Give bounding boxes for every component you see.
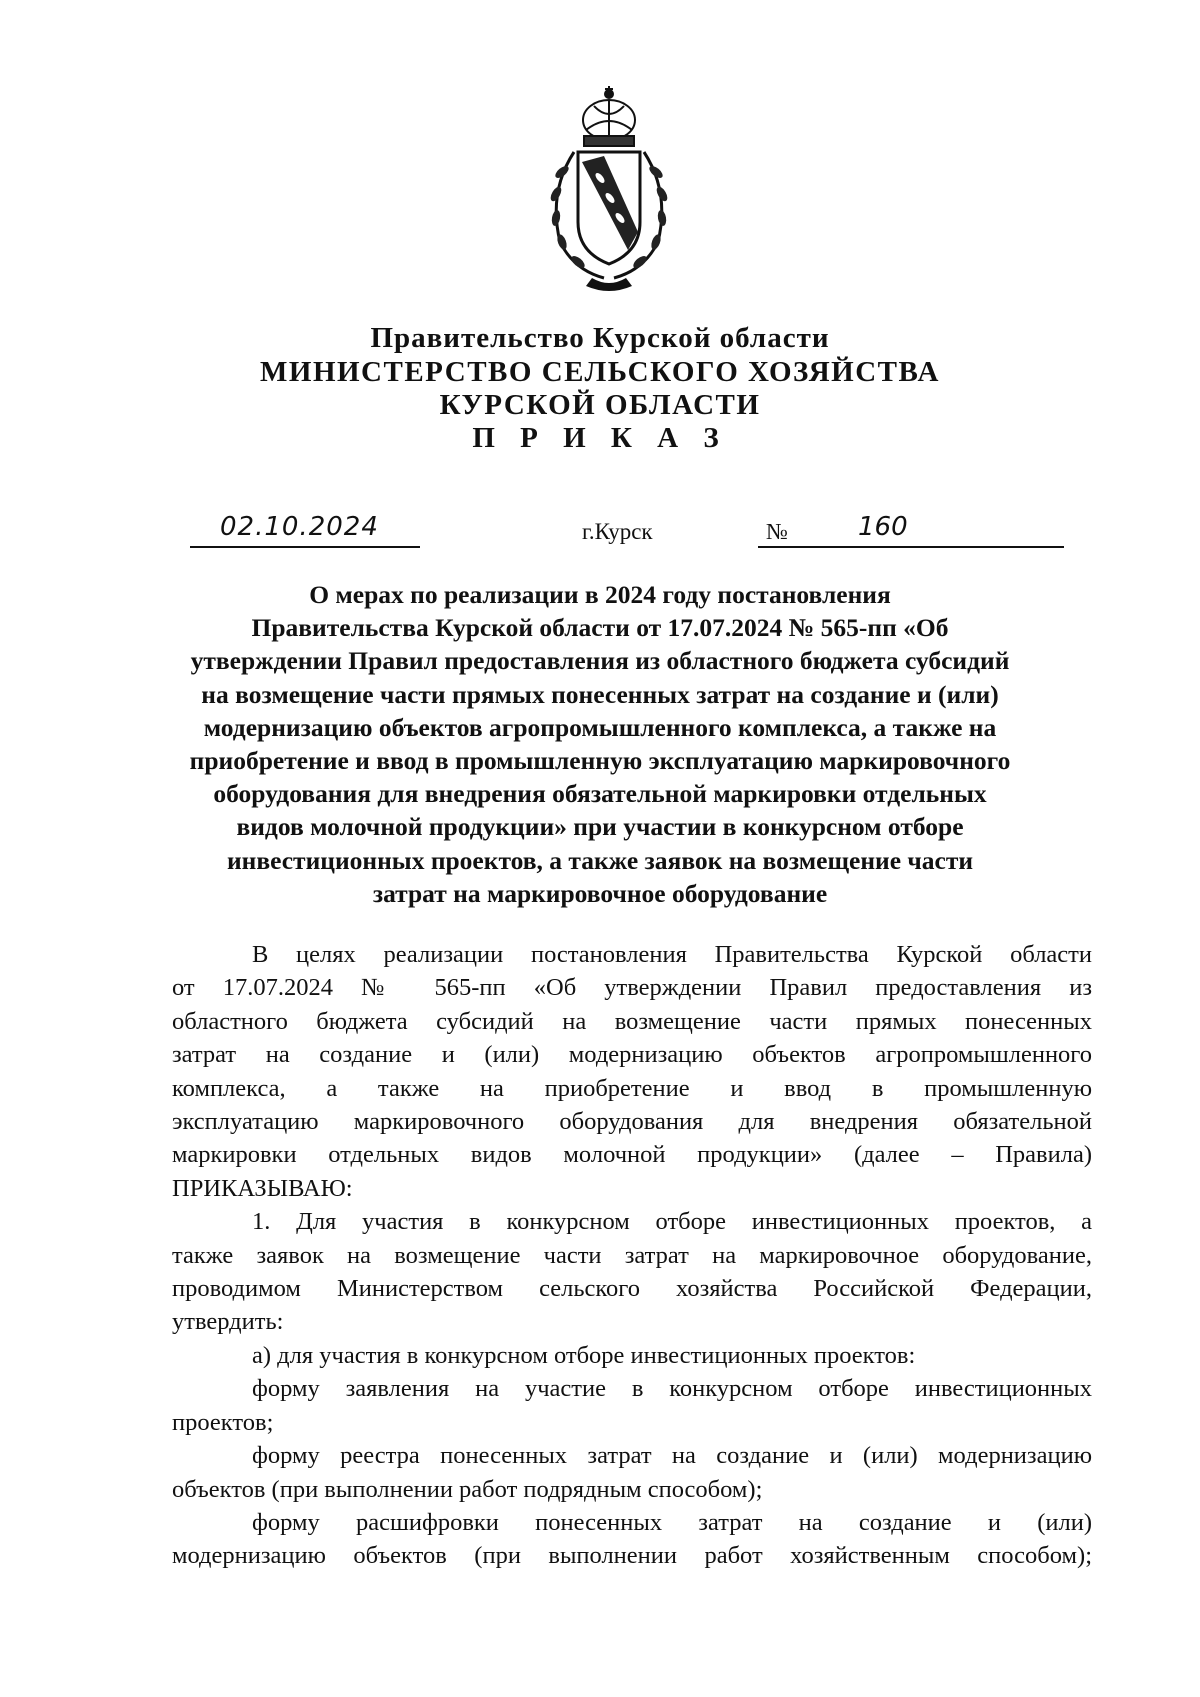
body-line: эксплуатацию маркировочного оборудования для внедрения обязательной [172, 1108, 1092, 1136]
body-line: форму реестра понесенных затрат на создание и (или) модернизацию [252, 1442, 1092, 1470]
document-type: П Р И К А З [472, 422, 728, 454]
document-date: 02.10.2024 [220, 512, 379, 542]
government-name: Правительство Курской области [370, 322, 830, 354]
body-line: проводимом Министерством сельского хозяйства Российской Федерации, [172, 1275, 1092, 1303]
body-line: форму расшифровки понесенных затрат на создание и (или) [252, 1508, 1092, 1536]
title-line: на возмещение части прямых понесенных затрат на создание и (или) [201, 679, 999, 709]
body-line: утвердить: [172, 1308, 284, 1336]
body-line: также заявок на возмещение части затрат на маркировочное оборудование, [172, 1241, 1092, 1269]
body-line: комплекса, а также на приобретение и ввод в промышленную [172, 1074, 1092, 1102]
document-number: 160 [858, 512, 908, 542]
body-line: областного бюджета субсидий на возмещение части прямых понесенных [172, 1007, 1092, 1035]
coat-of-arms-emblem [534, 82, 684, 292]
title-line: видов молочной продукции» при участии в конкурсном отборе [236, 812, 964, 842]
body-line: форму заявления на участие в конкурсном отборе инвестиционных [252, 1375, 1092, 1403]
number-field [758, 512, 1064, 548]
document-city: г.Курск [582, 519, 653, 544]
body-line: объектов (при выполнении работ подрядным способом); [172, 1475, 763, 1503]
ministry-name-line-2: КУРСКОЙ ОБЛАСТИ [439, 389, 761, 421]
body-line: 1. Для участия в конкурсном отборе инвестиционных проектов, а [252, 1208, 1092, 1236]
ministry-name-line-1: МИНИСТЕРСТВО СЕЛЬСКОГО ХОЗЯЙСТВА [260, 356, 940, 388]
body-line: проектов; [172, 1408, 274, 1436]
ministry-name [0, 356, 1200, 422]
body-line: а) для участия в конкурсном отборе инвестиционных проектов: [252, 1341, 916, 1369]
title-line: О мерах по реализации в 2024 году постановления [309, 580, 891, 609]
body-line: от 17.07.2024 № 565-пп «Об утверждении Правил предоставления из [172, 974, 1092, 1002]
document-title [150, 578, 1050, 910]
title-line: оборудования для внедрения обязательной маркировки отдельных [213, 779, 987, 809]
body-line: маркировки отдельных видов молочной продукции» (далее – Правила) [172, 1141, 1092, 1169]
body-line: модернизацию объектов (при выполнении работ хозяйственным способом); [172, 1542, 1092, 1570]
body-line: затрат на создание и (или) модернизацию объектов агропромышленного [172, 1041, 1092, 1069]
title-line: инвестиционных проектов, а также заявок на возмещение части [226, 845, 974, 875]
body-line: ПРИКАЗЫВАЮ: [172, 1174, 353, 1202]
title-line: затрат на маркировочное оборудование [372, 878, 828, 908]
title-line: Правительства Курской области от 17.07.2024 № 565-пп «Об [251, 613, 949, 643]
body-line: В целях реализации постановления Правительства Курской области [252, 941, 1092, 968]
title-line: приобретение и ввод в промышленную эксплуатацию маркировочного [189, 746, 1011, 776]
number-sign: № [766, 519, 788, 544]
title-line: утверждении Правил предоставления из областного бюджета субсидий [190, 646, 1010, 676]
title-line: модернизацию объектов агропромышленного комплекса, а также на [203, 712, 997, 742]
document-body [172, 938, 1092, 1573]
date-field [190, 512, 420, 548]
